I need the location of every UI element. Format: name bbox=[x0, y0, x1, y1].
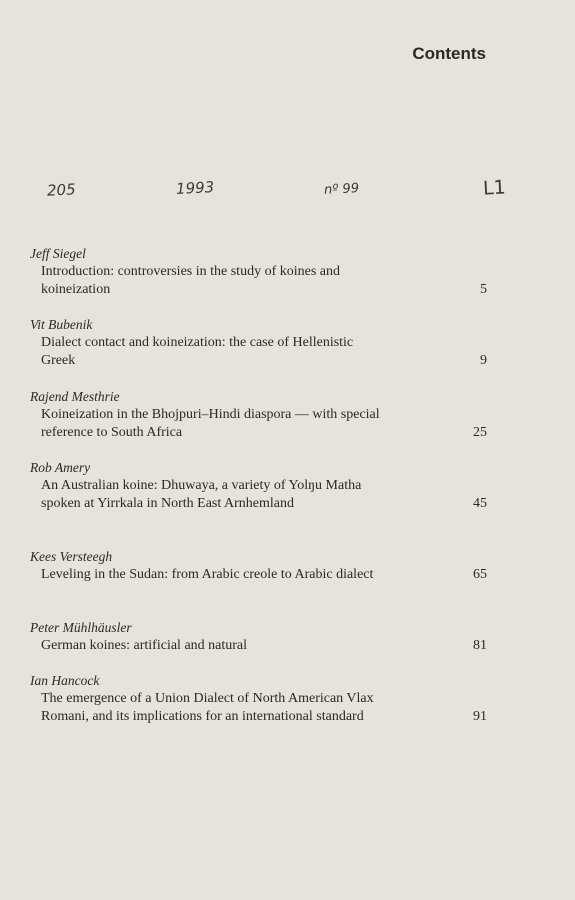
entry-title: Leveling in the Sudan: from Arabic creole to Arabic dialect bbox=[41, 567, 374, 582]
entry-page-number: 5 bbox=[480, 282, 487, 297]
entry-title: An Australian koine: Dhuwaya, a variety of Yolŋu Matha spoken at Yirrkala in North East Arnhemland bbox=[41, 478, 362, 511]
entry-author: Jeff Siegel bbox=[30, 246, 86, 261]
contents-entry bbox=[30, 548, 490, 584]
entry-author: Peter Mühlhäusler bbox=[30, 620, 132, 635]
entry-page-number: 9 bbox=[480, 353, 487, 368]
entry-author: Rajend Mesthrie bbox=[30, 389, 120, 404]
page-title: Contents bbox=[412, 44, 486, 63]
contents-entry bbox=[30, 672, 490, 726]
entry-title: The emergence of a Union Dialect of North American Vlax Romani, and its implications for an international standard bbox=[41, 691, 374, 724]
entry-title: Introduction: controversies in the study of koines and koineization bbox=[41, 264, 340, 297]
handwritten-note: 1993 bbox=[175, 178, 215, 198]
handwritten-note: 205 bbox=[46, 180, 77, 200]
entry-page-number: 91 bbox=[473, 709, 487, 724]
entry-page-number: 65 bbox=[473, 567, 487, 582]
entry-page-number: 45 bbox=[473, 496, 487, 511]
entry-page-number: 81 bbox=[473, 638, 487, 653]
entry-page-number: 25 bbox=[473, 425, 487, 440]
contents-entry bbox=[30, 619, 490, 655]
handwritten-note: nº 99 bbox=[323, 181, 360, 198]
entry-author: Vit Bubenik bbox=[30, 317, 93, 332]
handwritten-note: L1 bbox=[482, 176, 507, 200]
contents-entry bbox=[30, 388, 490, 442]
entry-title: German koines: artificial and natural bbox=[41, 638, 248, 653]
contents-entry bbox=[30, 459, 490, 513]
contents-entry bbox=[30, 316, 490, 370]
entry-author: Ian Hancock bbox=[30, 673, 100, 688]
contents-entry bbox=[30, 245, 490, 299]
entry-author: Rob Amery bbox=[30, 460, 91, 475]
entry-title: Dialect contact and koineization: the case of Hellenistic Greek bbox=[41, 335, 354, 368]
entry-author: Kees Versteegh bbox=[30, 549, 113, 564]
handwritten-notes bbox=[0, 0, 575, 230]
entry-title: Koineization in the Bhojpuri–Hindi diaspora — with special reference to South Africa bbox=[41, 407, 380, 440]
